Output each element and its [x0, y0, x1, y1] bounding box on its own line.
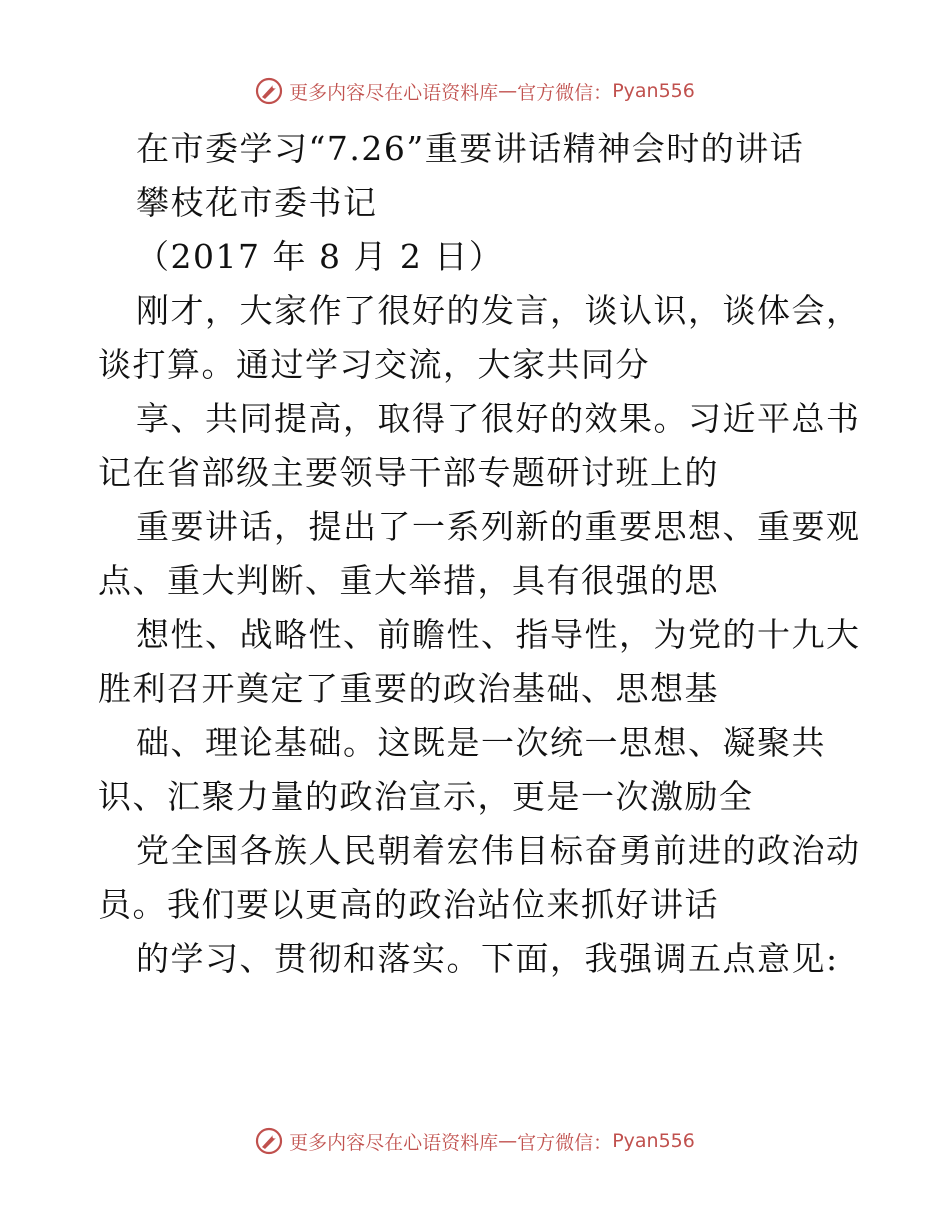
watermark-dash: —: [498, 80, 518, 102]
paragraph-line: 点、重大判断、重大举措，具有很强的思: [98, 561, 719, 600]
watermark-text: 更多内容尽在心语资料库: [289, 81, 499, 104]
document-date: （2017 年 8 月 2 日）: [136, 237, 504, 276]
watermark-wechat-label: 官方微信：: [517, 1131, 613, 1154]
watermark-wechat-id: Pyan556: [612, 1130, 695, 1152]
header-watermark: [0, 74, 950, 108]
footer-watermark: [0, 1124, 950, 1158]
document-title: 在市委学习“7.26”重要讲话精神会时的讲话: [136, 129, 805, 168]
logo-icon: [255, 77, 283, 105]
logo-icon: [255, 1127, 283, 1155]
paragraph-line: 胜利召开奠定了重要的政治基础、思想基: [98, 669, 719, 708]
paragraph-line: 的学习、贯彻和落实。下面，我强调五点意见:: [136, 939, 839, 978]
paragraph-line: 员。我们要以更高的政治站位来抓好讲话: [98, 885, 719, 924]
document-author: 攀枝花市委书记: [136, 183, 378, 222]
paragraph-line: 础、理论基础。这既是一次统一思想、凝聚共: [136, 723, 826, 762]
watermark-dash: —: [498, 1130, 518, 1152]
watermark-wechat-label: 官方微信：: [517, 81, 613, 104]
watermark-text: 更多内容尽在心语资料库: [289, 1131, 499, 1154]
paragraph-line: 重要讲话，提出了一系列新的重要思想、重要观: [136, 507, 861, 546]
paragraph-line: 记在省部级主要领导干部专题研讨班上的: [98, 453, 719, 492]
paragraph-line: 想性、战略性、前瞻性、指导性，为党的十九大: [136, 615, 861, 654]
watermark-wechat-id: Pyan556: [612, 80, 695, 102]
paragraph-line: 识、汇聚力量的政治宣示，更是一次激励全: [98, 777, 754, 816]
document-body: [98, 122, 861, 986]
paragraph-line: 党全国各族人民朝着宏伟目标奋勇前进的政治动: [136, 831, 861, 870]
paragraph-line: 谈打算。通过学习交流，大家共同分: [98, 345, 650, 384]
paragraph-line: 享、共同提高，取得了很好的效果。习近平总书: [136, 399, 861, 438]
paragraph-line: 刚才，大家作了很好的发言，谈认识，谈体会，: [136, 291, 861, 330]
